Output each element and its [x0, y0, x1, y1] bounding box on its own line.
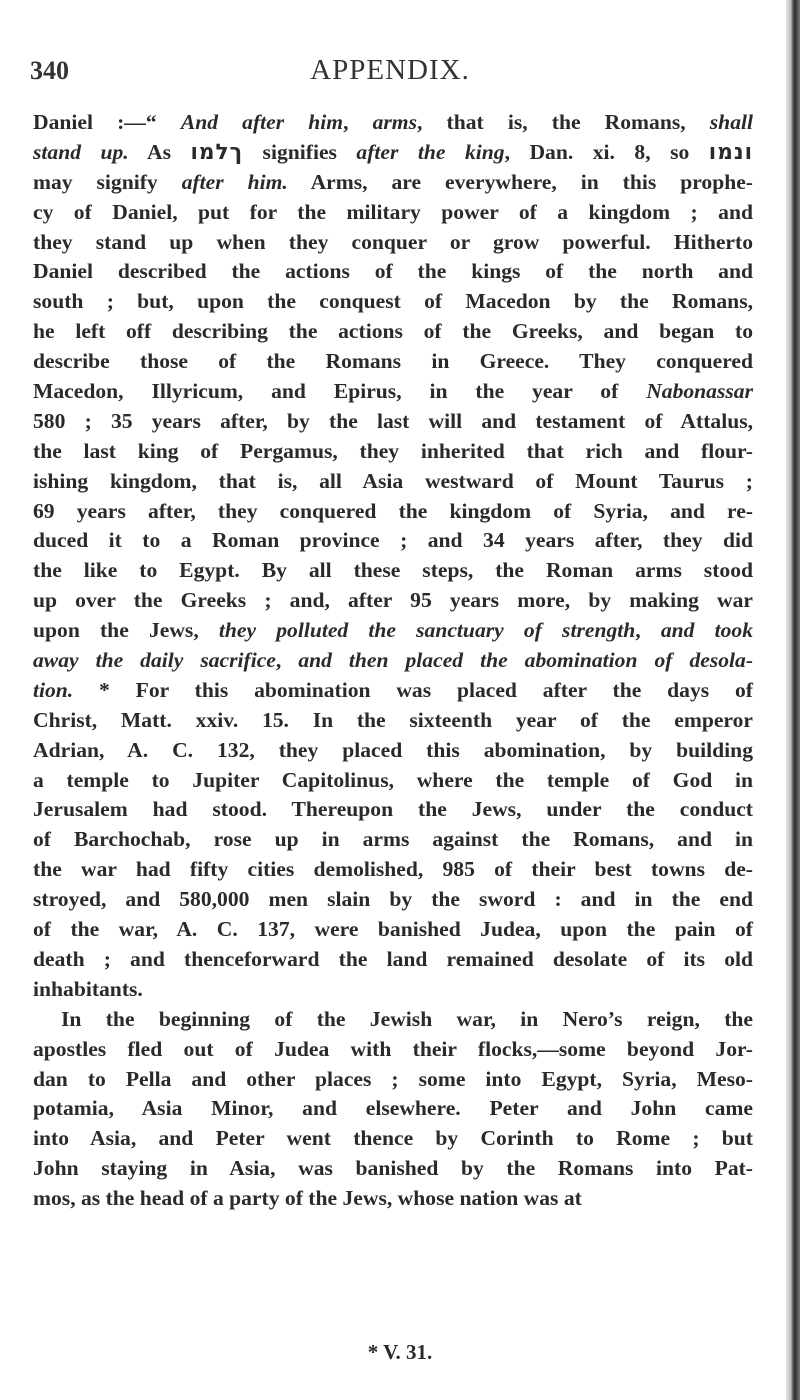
text-run: ishing kingdom, that is, all Asia westward of Mount Taurus ; [33, 468, 753, 493]
text-run: signifies [243, 139, 357, 164]
text-line [33, 1094, 753, 1124]
text-run: , [343, 110, 373, 134]
text-line [33, 885, 753, 915]
text-run: Adrian, A. C. 132, they placed this abomination, by building [33, 737, 753, 762]
hebrew-word: ונמו [708, 139, 754, 165]
italic-run: tion. [33, 677, 74, 702]
page-edge-binding [786, 0, 800, 1400]
text-line [33, 676, 753, 706]
text-line [33, 317, 753, 347]
text-run: of the war, A. C. 137, were banished Judea, upon the pain of [33, 917, 753, 942]
text-run: cy of Daniel, put for the military power of a kingdom ; and [33, 199, 753, 224]
text-line [33, 736, 753, 766]
text-run: south ; but, upon the conquest of Macedon by the Romans, [33, 289, 753, 314]
text-run: describe those of the Romans in Greece. They conquered [33, 349, 753, 374]
text-line [33, 1124, 753, 1154]
text-line [33, 766, 753, 796]
text-line [33, 855, 753, 885]
italic-run: Nabonassar [646, 379, 753, 404]
body-text [33, 108, 753, 1214]
text-line [33, 228, 753, 258]
text-line [33, 287, 753, 317]
italic-run: stand up. [33, 139, 129, 164]
text-line [33, 1184, 753, 1214]
text-run: duced it to a Roman province ; and 34 years after, they did [33, 528, 753, 553]
text-line [33, 497, 753, 527]
text-line [33, 586, 753, 616]
italic-run: arms [372, 110, 417, 134]
text-line [33, 825, 753, 855]
italic-run: they polluted the sanctuary of strength [218, 618, 636, 643]
text-run: death ; and thenceforward the land remained desolate of its old [33, 946, 753, 971]
text-run: up over the Greeks ; and, after 95 years more, by making war [33, 588, 753, 613]
page-number: 340 [30, 56, 69, 85]
text-run: they stand up when they conquer or grow powerful. Hitherto [33, 229, 753, 254]
text-run: Arms, are everywhere, in this prophe- [287, 169, 754, 194]
italic-run: and took [660, 618, 754, 643]
italic-run: shall [709, 110, 753, 134]
text-line [33, 1154, 753, 1184]
text-run: may signify [33, 169, 182, 194]
text-line [33, 706, 753, 736]
footnote: * V. 31. [367, 1340, 433, 1364]
text-line [33, 138, 753, 168]
text-line [33, 377, 753, 407]
text-run: inhabitants. [33, 976, 143, 1001]
text-run: mos, as the head of a party of the Jews, whose nation was at [33, 1186, 582, 1211]
text-run: John staying in Asia, was banished by the Romans into Pat- [33, 1156, 753, 1181]
text-run: Christ, Matt. xxiv. 15. In the sixteenth year of the emperor [33, 707, 753, 732]
text-run: stroyed, and 580,000 men slain by the sword : and in the end [33, 887, 753, 912]
text-run: 69 years after, they conquered the kingdom of Syria, and re- [33, 498, 753, 523]
text-run: Daniel described the actions of the kings of the north and [33, 259, 753, 284]
text-run: Jerusalem had stood. Thereupon the Jews, under the conduct [33, 797, 753, 822]
text-line [33, 198, 753, 228]
text-run: , Dan. xi. 8, so [504, 139, 709, 164]
italic-run: And after him [180, 110, 344, 134]
text-run: of Barchochab, rose up in arms against the Romans, and in [33, 827, 753, 852]
text-line [33, 1065, 753, 1095]
italic-run: after him. [181, 169, 288, 194]
text-line [33, 945, 753, 975]
text-run: , [275, 648, 299, 673]
text-run: into Asia, and Peter went thence by Corinth to Rome ; but [33, 1126, 753, 1151]
italic-run: away the daily sacrifice [33, 648, 276, 673]
text-run: the like to Egypt. By all these steps, the Roman arms stood [33, 558, 753, 583]
text-run: dan to Pella and other places ; some into Egypt, Syria, Meso- [33, 1066, 753, 1091]
text-run: As [128, 139, 191, 164]
text-line [33, 1005, 753, 1035]
text-run: a temple to Jupiter Capitolinus, where the temple of God in [33, 767, 753, 792]
text-run: Daniel :—“ [33, 110, 181, 134]
running-head: APPENDIX. [310, 54, 470, 86]
italic-run: after the king [356, 139, 505, 164]
text-line [33, 1035, 753, 1065]
text-run: the war had fifty cities demolished, 985 of their best towns de- [33, 857, 753, 882]
text-line [33, 975, 753, 1005]
text-line [33, 467, 753, 497]
text-run: , that is, the Romans, [417, 110, 710, 134]
hebrew-word: ךלמו [190, 139, 244, 165]
text-line [33, 168, 753, 198]
text-line [33, 616, 753, 646]
text-line [33, 795, 753, 825]
page-header [30, 50, 750, 90]
text-line [33, 437, 753, 467]
text-line [33, 526, 753, 556]
text-line [33, 407, 753, 437]
text-run: * For this abomination was placed after the days of [73, 677, 753, 702]
text-line [33, 347, 753, 377]
text-line [33, 915, 753, 945]
text-run: , [635, 618, 661, 643]
italic-run: and then placed the abomination of desola- [298, 648, 754, 673]
text-run: Macedon, Illyricum, and Epirus, in the year of [33, 379, 647, 404]
text-run: 580 ; 35 years after, by the last will and testament of Attalus, [33, 408, 753, 433]
text-line [33, 108, 753, 138]
text-run: upon the Jews, [33, 618, 219, 643]
text-line [33, 646, 753, 676]
text-run: the last king of Pergamus, they inherited that rich and flour- [33, 438, 753, 463]
text-run: he left off describing the actions of the Greeks, and began to [33, 319, 753, 344]
text-run: apostles fled out of Judea with their flocks,—some beyond Jor- [33, 1036, 753, 1061]
text-line [33, 257, 753, 287]
text-run: In the beginning of the Jewish war, in Nero’s reign, the [61, 1006, 753, 1031]
text-line [33, 556, 753, 586]
text-run: potamia, Asia Minor, and elsewhere. Peter and John came [33, 1096, 753, 1121]
